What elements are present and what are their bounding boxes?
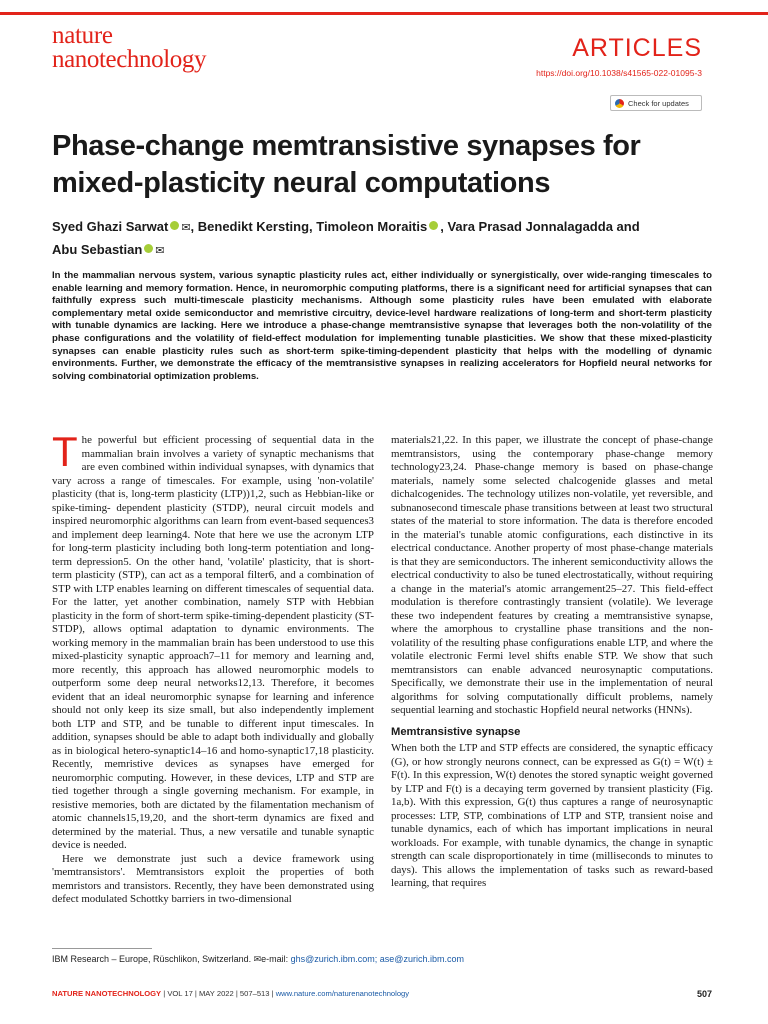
author-name[interactable]: , Vara Prasad Jonnalagadda and	[440, 219, 640, 234]
orcid-icon[interactable]	[170, 221, 179, 230]
body-column-left	[52, 428, 374, 907]
orcid-icon[interactable]	[144, 244, 153, 253]
author-name[interactable]: Abu Sebastian	[52, 242, 143, 257]
paragraph-text: he powerful but efficient processing of sequential data in the mammalian brain involves a variety of synaptic mechanisms that are even combined within individual synapses, with dynamics that vary across a range of timescales. For example, using 'non-volatile' plasticity (that is, long-term plasticity (LTP))1,2, such as Hebbian-like or spike-timing- dependent plasticity (STDP), neural circuit models and inspired neuromorphic algorithms can learn from event-based sequences3 and implement deep learning4. Note that here we use the acronym LTP for long-term plasticity including both long-term potentiation and long-term depression5. On the other hand, 'volatile' plasticity, that is short-term plasticity (STP), can act as a temporal filter6, and a combination of STP with LTP enables learning on different timescales of sequential data. For the latter, yet another combination, namely STP with Hebbian plasticity in the form of short-term spike-timing-dependent plasticity (ST-STDP), allows optimal adaptation to dynamic environments. The working memory in the mammalian brain has been understood to use this mixed-plasticity synaptic approach7–11 for memory and learning and, more recently, this approach has allowed neuromorphic models to outperform some deep neural networks12,13. Therefore, it becomes evident that an ideal neuromorphic synapse for learning and inference should not only keep its size small, but also independently implement both LTP and STP, and be tunable to different input timescales. In addition, synapses should be able to adapt both individually and globally as in biological hetero-synaptic14–16 and homo-synaptic17,18 plasticity. Recently, memristive devices as synapses have emerged for neuromorphic computing. However, in these devices, LTP and STP are tied together through a single governing mechanism. For example, in resistive memories, both are dictated by the filamentation mechanism of atomic channels15,19,20, and the short-term dynamics are fixed and determined by the material. Thus, a new versatile and tunable synaptic device is needed.	[52, 434, 374, 851]
section-heading: Memtransistive synapse	[391, 725, 521, 738]
footer-journal: NATURE NANOTECHNOLOGY	[52, 989, 162, 998]
journal-logo[interactable]	[52, 24, 206, 72]
doi-link[interactable]: https://doi.org/10.1038/s41565-022-01095-3	[536, 68, 702, 78]
check-updates-button[interactable]	[610, 95, 702, 111]
section-label: ARTICLES	[572, 34, 702, 62]
footnote-rule	[52, 948, 152, 949]
author-list	[52, 216, 712, 262]
body-paragraph: Here we demonstrate just such a device framework using 'memtransistors'. Memtransistors exploit the properties of both memristors and transistors. Recently, they have been demonstrated using defect modulated Schottky barriers in two-dimensional	[52, 852, 374, 905]
affiliation-footnote	[52, 954, 712, 965]
footer-url[interactable]: www.nature.com/naturenanotechnology	[275, 989, 410, 998]
drop-cap: T	[52, 428, 78, 475]
page-number: 507	[696, 989, 712, 999]
email-links[interactable]: ghs@zurich.ibm.com; ase@zurich.ibm.com	[290, 954, 464, 964]
page-footer	[52, 989, 712, 998]
author-name[interactable]: , Benedikt Kersting, Timoleon Moraitis	[190, 219, 428, 234]
journal-name-line1: nature	[52, 22, 113, 49]
body-paragraph: When both the LTP and STP effects are considered, the synaptic efficacy (G), or how strongly neurons connect, can be expressed as G(t) = W(t) ± F(t). In this expression, W(t) denotes the stored synaptic weight governed by LTP and F(t) is a decaying term governed by transient plasticity (Fig. 1a,b). With this expression, G(t) thus captures a range of neurosynaptic processes: LTP, STP, combinations of LTP and STP, transient noise and tunable dynamics, each of which has important implications in neural workloads. For example, with tunable dynamics, the change in synaptic strength can scale disproportionately in time (milliseconds to minutes to days). This allows the implementation of tasks such as reward-based learning, that requires	[391, 742, 713, 889]
journal-name-line2: nanotechnology	[52, 46, 207, 73]
body-column-right	[391, 434, 713, 891]
footer-citation: | VOL 17 | MAY 2022 | 507–513 |	[161, 989, 276, 998]
email-icon[interactable]: ✉	[155, 245, 165, 257]
body-paragraph: materials21,22. In this paper, we illustrate the concept of phase-change memtransistors, using the contemporary phase-change memory technology23,24. Phase-change memory is based on phase-change materials, namely some selected chalcogenide glasses and metal dichalcogenides. The technology utilizes non-volatile, yet reversible, and subnanosecond timescale phase transitions between at least two structural states of the material to store information. The data is therefore encoded in the material's tunable atomic configurations, each distinctive in its electrical conductance. Another property of most phase-change materials is that they are semiconductors. The inherent semiconductivity allows the electrical conductivity to also be tuned electrostatically, without requiring a change in the material's atomic arrangement25–27. This field-effect modulation is therefore contrastingly transient (volatile). We leverage these two independent features by creating a memtransistive synapse, where the amorphous to crystalline phase transitions and the non-volatility of the resulting phase configurations enable LTP, and where the volatile electronic Fermi level shifts enable STP. We show that such memtransistors can enable advanced neurosynaptic computations. Specifically, we demonstrate their use in the implementation of neural algorithms for solving computationally difficult problems, namely sequential learning and stochastic Hopfield neural networks (HNNs).	[391, 434, 713, 716]
crossmark-icon	[615, 99, 624, 108]
check-updates-label: Check for updates	[628, 98, 689, 108]
body-paragraph	[52, 428, 374, 853]
author-name[interactable]: Syed Ghazi Sarwat	[52, 219, 169, 234]
affiliation-text: IBM Research – Europe, Rüschlikon, Switzerland. ✉e-mail:	[52, 954, 291, 964]
article-title: Phase-change memtransistive synapses for mixed-plasticity neural computations	[52, 130, 641, 199]
email-icon[interactable]: ✉	[181, 222, 191, 234]
header-rule	[0, 12, 768, 15]
abstract: In the mammalian nervous system, various synaptic plasticity rules act, either individually or synergistically, over wide-ranging timescales to enable learning and memory formation. Hence, in neuromorphic computing platforms, there is a significant need for artificial synapses that can faithfully express such multi-timescale plasticity mechanisms. Although some plasticity rules have been emulated with elaborate complementary metal oxide semiconductor and memristive circuitry, device-level hardware realizations of long-term and short-term plasticity with tunable dynamics are lacking. Here we introduce a phase-change memtransistive synapse that leverages both the non-volatility of the phase configurations and the volatility of field-effect modulation for implementing tunable plasticities. We show that these mixed-plasticity synapses can enable plasticity rules such as short-term spike-timing-dependent plasticity that helps with the modelling of dynamic environments. Further, we demonstrate the efficacy of the memtransistive synapses in realizing accelerators for Hopfield neural networks for solving combinatorial optimization problems.	[52, 270, 712, 382]
orcid-icon[interactable]	[429, 221, 438, 230]
